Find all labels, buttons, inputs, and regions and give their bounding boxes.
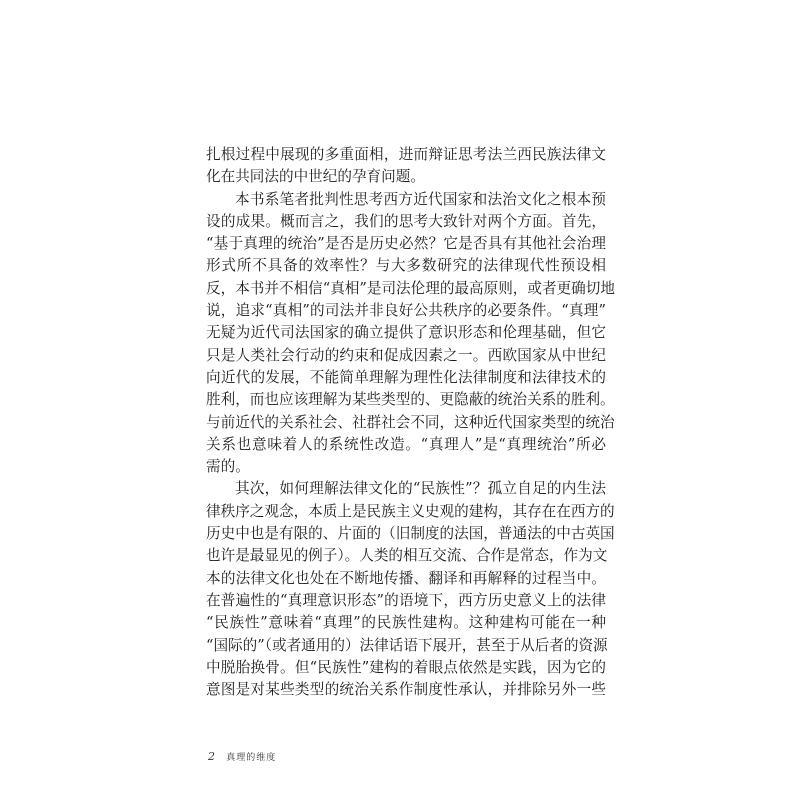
text-line: 关系也意味着人的系统性改造。“真理人”是“真理统治”所必 — [206, 435, 606, 453]
text-line: 向近代的发展，不能简单理解为理性化法律制度和法律技术的 — [206, 368, 606, 386]
text-line: 化在共同法的中世纪的孕育问题。 — [206, 168, 425, 186]
text-line: 与前近代的关系社会、社群社会不同，这种近代国家类型的统治 — [206, 413, 615, 431]
text-line: 意图是对某些类型的统治关系作制度性承认，并排除另外一些 — [206, 681, 606, 699]
text-line: 在普遍性的“真理意识形态”的语境下，西方历史意义上的法律 — [206, 591, 606, 609]
text-line: 只是人类社会行动的约束和促成因素之一。西欧国家从中世纪 — [206, 346, 606, 364]
text-line: 中脱胎换骨。但“民族性”建构的着眼点依然是实践，因为它的 — [206, 658, 606, 676]
running-head: 真理的维度 — [226, 753, 277, 763]
paragraph-first-line: 本书系笔者批判性思考西方近代国家和法治文化之根本预 — [235, 190, 606, 208]
text-line: 说，追求“真相”的司法并非良好公共秩序的必要条件。“真理” — [206, 302, 606, 320]
text-line: 历史中也是有限的、片面的（旧制度的法国，普通法的中古英国 — [206, 525, 615, 543]
text-line: 胜利，而也应该理解为某些类型的、更隐蔽的统治关系的胜利。 — [206, 391, 615, 409]
text-line: 需的。 — [206, 458, 250, 476]
text-line: 律秩序之观念，本质上是民族主义史观的建构，其存在在西方的 — [206, 502, 615, 520]
text-line: 扎根过程中展现的多重面相，进而辩证思考法兰西民族法律文 — [206, 146, 606, 163]
page-number: 2 — [208, 750, 215, 763]
text-line: 形式所不具备的效率性？与大多数研究的法律现代性预设相 — [206, 257, 606, 275]
text-line: “国际的”（或者通用的）法律话语下展开，甚至于从后者的资源 — [206, 636, 608, 654]
body-text — [206, 144, 615, 701]
text-line: 也许是最显见的例子）。人类的相互交流、合作是常态，作为文 — [206, 547, 608, 565]
text-line: 本的法律文化也处在不断地传播、翻译和再解释的过程当中。 — [206, 569, 606, 587]
text-line: 无疑为近代司法国家的确立提供了意识形态和伦理基础，但它 — [206, 324, 606, 342]
text-line: “基于真理的统治”是否是历史必然？它是否具有其他社会治理 — [206, 235, 606, 253]
text-line: 设的成果。概而言之，我们的思考大致针对两个方面。首先， — [206, 212, 606, 230]
text-line: 反，本书并不相信“真相”是司法伦理的最高原则，或者更确切地 — [206, 279, 615, 297]
text-line: “民族性”意味着“真理”的民族性建构。这种建构可能在一种 — [206, 614, 606, 632]
page-footer — [208, 750, 276, 765]
paragraph-first-line: 其次，如何理解法律文化的“民族性”？孤立自足的内生法 — [235, 480, 606, 498]
